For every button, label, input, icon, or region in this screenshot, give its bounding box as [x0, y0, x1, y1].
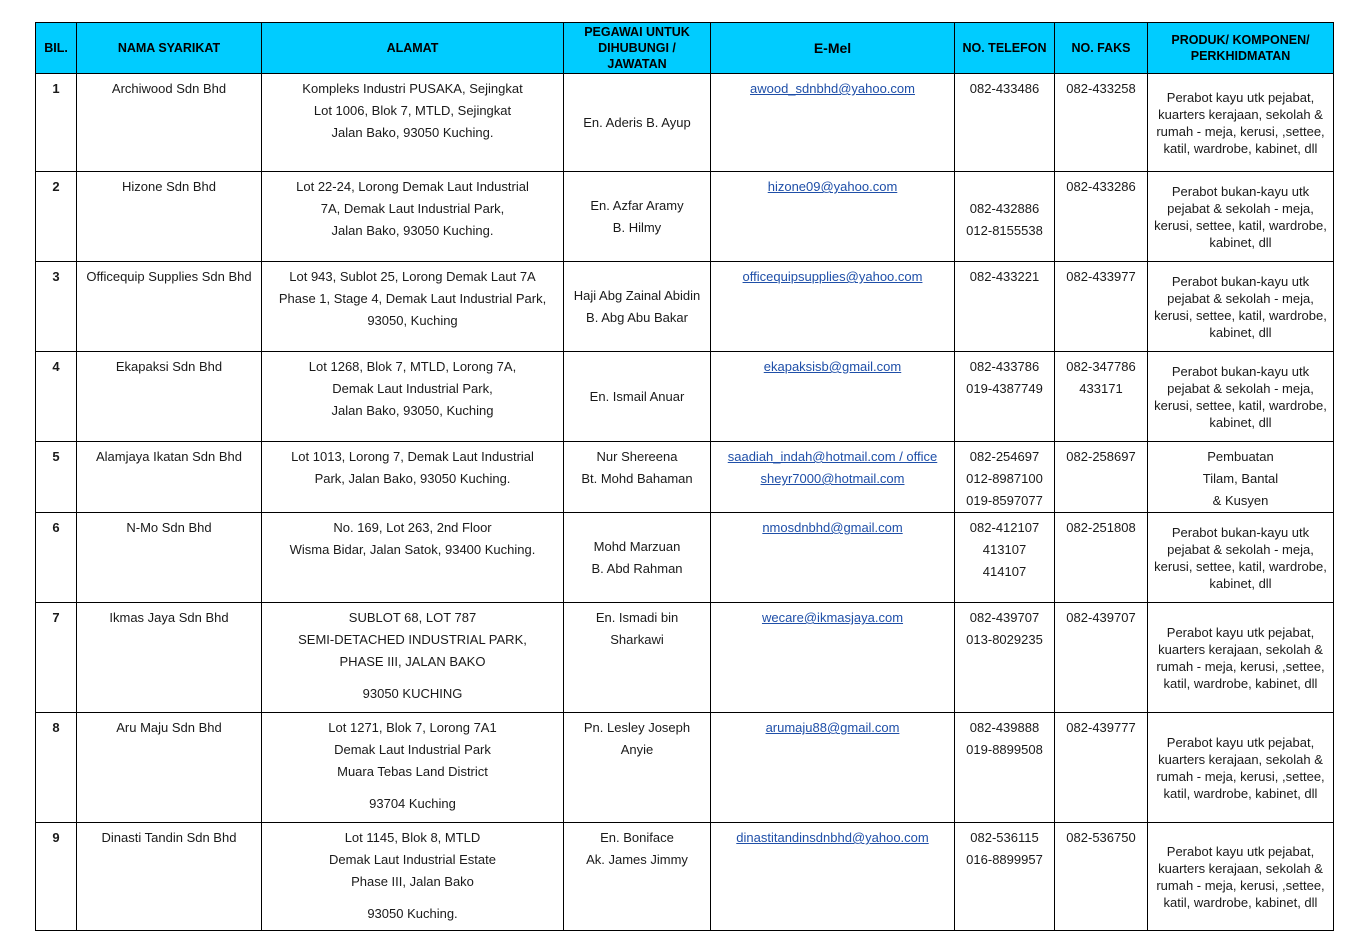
contact-person	[564, 74, 711, 172]
address-line: Lot 1006, Blok 7, MTLD, Sejingkat	[313, 103, 512, 118]
email-link[interactable]: wecare@ikmasjaya.com	[761, 610, 904, 625]
address-line: Phase III, Jalan Bako	[351, 874, 474, 889]
header-alamat: ALAMAT	[262, 23, 564, 74]
contact-line: En. Ismail Anuar	[589, 388, 685, 404]
phone-number: 082-432886	[969, 201, 1040, 216]
fax-number: 082-258697	[1066, 449, 1136, 464]
fax-cell	[1055, 352, 1148, 442]
address-line: 93050, Kuching	[367, 313, 458, 328]
email-link[interactable]: nmosdnbhd@gmail.com	[762, 520, 903, 535]
contact-line: Bt. Mohd Bahaman	[581, 471, 693, 486]
contact-line: Pn. Lesley Joseph	[583, 720, 691, 735]
product-line: Tilam, Bantal	[1202, 471, 1279, 486]
company-address	[262, 352, 564, 442]
product-cell: Perabot kayu utk pejabat, kuarters kerajaan, sekolah & rumah - meja, kerusi, ,settee, katil, wardrobe, kabinet, dll	[1148, 823, 1334, 931]
spacer	[961, 176, 1048, 198]
company-address	[262, 172, 564, 262]
phone-number: 012-8155538	[966, 223, 1043, 238]
address-line: Demak Laut Industrial Park	[334, 742, 491, 757]
contact-person	[564, 603, 711, 713]
company-name: Aru Maju Sdn Bhd	[77, 713, 262, 823]
company-address	[262, 823, 564, 931]
contact-line: B. Abg Abu Bakar	[586, 309, 688, 325]
company-address	[262, 74, 564, 172]
fax-number: 082-433286	[1066, 179, 1136, 194]
contact-line: En. Boniface	[600, 830, 674, 845]
row-number: 2	[36, 172, 77, 262]
header-emel: E-Mel	[711, 23, 955, 74]
phone-number: 082-536115	[970, 830, 1039, 845]
header-row	[36, 23, 1334, 74]
phone-cell	[955, 823, 1055, 931]
email-cell	[711, 74, 955, 172]
row-number: 4	[36, 352, 77, 442]
email-cell	[711, 713, 955, 823]
header-nama: NAMA SYARIKAT	[77, 23, 262, 74]
product-cell: Perabot kayu utk pejabat, kuarters kerajaan, sekolah & rumah - meja, kerusi, ,settee, katil, wardrobe, kabinet, dll	[1148, 603, 1334, 713]
address-line: PHASE III, JALAN BAKO	[339, 654, 486, 669]
address-line: Kompleks Industri PUSAKA, Sejingkat	[302, 81, 523, 96]
contact-line: Nur Shereena	[596, 449, 678, 464]
fax-cell	[1055, 172, 1148, 262]
table-row	[36, 442, 1334, 513]
contact-person	[564, 713, 711, 823]
header-telefon: NO. TELEFON	[955, 23, 1055, 74]
product-cell: Perabot bukan-kayu utk pejabat & sekolah - meja, kerusi, settee, katil, wardrobe, kabinet, dll	[1148, 352, 1334, 442]
phone-cell	[955, 172, 1055, 262]
company-address	[262, 713, 564, 823]
email-link[interactable]: arumaju88@gmail.com	[765, 720, 900, 735]
table-row	[36, 352, 1334, 442]
product-cell: Perabot bukan-kayu utk pejabat & sekolah - meja, kerusi, settee, katil, wardrobe, kabinet, dll	[1148, 172, 1334, 262]
fax-number: 433171	[1079, 381, 1123, 396]
table-row	[36, 172, 1334, 262]
company-name: Alamjaya Ikatan Sdn Bhd	[77, 442, 262, 513]
contact-line: Mohd Marzuan	[593, 538, 681, 554]
address-line: Wisma Bidar, Jalan Satok, 93400 Kuching.	[289, 542, 536, 557]
address-line: Lot 1271, Blok 7, Lorong 7A1	[328, 720, 497, 735]
phone-cell	[955, 513, 1055, 603]
table-row	[36, 603, 1334, 713]
product-cell: Perabot kayu utk pejabat, kuarters kerajaan, sekolah & rumah - meja, kerusi, ,settee, katil, wardrobe, kabinet, dll	[1148, 74, 1334, 172]
row-number: 7	[36, 603, 77, 713]
address-line: Muara Tebas Land District	[337, 764, 488, 779]
product-cell: Perabot bukan-kayu utk pejabat & sekolah - meja, kerusi, settee, katil, wardrobe, kabinet, dll	[1148, 262, 1334, 352]
company-name: Ekapaksi Sdn Bhd	[77, 352, 262, 442]
phone-cell	[955, 713, 1055, 823]
table-row	[36, 513, 1334, 603]
phone-number: 082-254697	[969, 449, 1040, 464]
header-bil: BIL.	[36, 23, 77, 74]
phone-cell	[955, 352, 1055, 442]
phone-number: 414107	[982, 564, 1027, 579]
row-number: 3	[36, 262, 77, 352]
phone-number: 019-8597077	[966, 493, 1043, 508]
address-line: Lot 1013, Lorong 7, Demak Laut Industrial	[291, 449, 534, 464]
table-row	[36, 74, 1334, 172]
contact-line: En. Ismadi bin	[595, 610, 679, 625]
contact-line: En. Azfar Aramy	[590, 197, 684, 213]
supplier-table	[35, 22, 1334, 931]
row-number: 1	[36, 74, 77, 172]
address-line: SEMI-DETACHED INDUSTRIAL PARK,	[298, 632, 527, 647]
email-link[interactable]: officequipsupplies@yahoo.com	[742, 269, 923, 284]
email-cell	[711, 442, 955, 513]
fax-cell	[1055, 262, 1148, 352]
row-number: 5	[36, 442, 77, 513]
fax-number: 082-433977	[1066, 269, 1136, 284]
company-address	[262, 513, 564, 603]
product-cell: Perabot bukan-kayu utk pejabat & sekolah - meja, kerusi, settee, katil, wardrobe, kabinet, dll	[1148, 513, 1334, 603]
email-link[interactable]: saadiah_indah@hotmail.com / office	[727, 449, 938, 464]
phone-number: 082-433786	[969, 359, 1040, 374]
address-line: 93050 Kuching.	[367, 906, 458, 921]
address-line: Lot 1268, Blok 7, MTLD, Lorong 7A,	[308, 359, 517, 374]
email-link[interactable]: hizone09@yahoo.com	[767, 179, 898, 194]
phone-cell	[955, 603, 1055, 713]
phone-number: 082-412107	[969, 520, 1040, 535]
table-row	[36, 713, 1334, 823]
email-cell	[711, 823, 955, 931]
address-line: Demak Laut Industrial Estate	[329, 852, 496, 867]
address-line: Lot 22-24, Lorong Demak Laut Industrial	[296, 179, 529, 194]
email-cell	[711, 262, 955, 352]
phone-number: 082-433486	[969, 81, 1040, 96]
email-link[interactable]: sheyr7000@hotmail.com	[760, 471, 905, 486]
table-row	[36, 823, 1334, 931]
fax-number: 082-439777	[1066, 720, 1136, 735]
email-cell	[711, 172, 955, 262]
company-address	[262, 442, 564, 513]
phone-number: 082-433221	[969, 269, 1040, 284]
fax-cell	[1055, 603, 1148, 713]
address-line: 7A, Demak Laut Industrial Park,	[320, 201, 505, 216]
address-line: No. 169, Lot 263, 2nd Floor	[333, 520, 492, 535]
header-faks: NO. FAKS	[1055, 23, 1148, 74]
row-number: 9	[36, 823, 77, 931]
phone-number: 012-8987100	[966, 471, 1043, 486]
phone-cell	[955, 74, 1055, 172]
phone-number: 413107	[982, 542, 1027, 557]
address-line: SUBLOT 68, LOT 787	[348, 610, 477, 625]
company-name: Dinasti Tandin Sdn Bhd	[77, 823, 262, 931]
fax-cell	[1055, 823, 1148, 931]
fax-cell	[1055, 74, 1148, 172]
contact-line: Haji Abg Zainal Abidin	[573, 287, 701, 303]
phone-number: 016-8899957	[966, 852, 1043, 867]
phone-number: 019-8899508	[966, 742, 1043, 757]
phone-cell	[955, 442, 1055, 513]
contact-person	[564, 172, 711, 262]
address-line: Demak Laut Industrial Park,	[332, 381, 493, 396]
company-name: Hizone Sdn Bhd	[77, 172, 262, 262]
address-line: Jalan Bako, 93050 Kuching.	[331, 223, 494, 238]
contact-person	[564, 513, 711, 603]
address-line: Park, Jalan Bako, 93050 Kuching.	[314, 471, 511, 486]
phone-cell	[955, 262, 1055, 352]
header-produk: PRODUK/ KOMPONEN/ PERKHIDMATAN	[1148, 23, 1334, 74]
contact-person	[564, 262, 711, 352]
phone-number: 019-4387749	[966, 381, 1043, 396]
address-line: Lot 943, Sublot 25, Lorong Demak Laut 7A	[289, 269, 536, 284]
product-line: & Kusyen	[1212, 493, 1269, 508]
fax-cell	[1055, 513, 1148, 603]
contact-line: Sharkawi	[610, 632, 664, 647]
contact-person	[564, 823, 711, 931]
product-line: Pembuatan	[1207, 449, 1274, 464]
email-link[interactable]: dinastitandinsdnbhd@yahoo.com	[736, 830, 929, 845]
fax-number: 082-536750	[1066, 830, 1136, 845]
contact-line: B. Abd Rahman	[591, 560, 683, 576]
contact-line: Ak. James Jimmy	[586, 852, 688, 867]
product-cell: Perabot kayu utk pejabat, kuarters kerajaan, sekolah & rumah - meja, kerusi, ,settee, katil, wardrobe, kabinet, dll	[1148, 713, 1334, 823]
fax-cell	[1055, 713, 1148, 823]
fax-number: 082-439707	[1066, 610, 1136, 625]
row-number: 6	[36, 513, 77, 603]
fax-number: 082-433258	[1066, 81, 1136, 96]
phone-number: 082-439707	[969, 610, 1040, 625]
address-line: 93050 KUCHING	[362, 686, 463, 701]
contact-line: En. Aderis B. Ayup	[583, 114, 691, 130]
fax-number: 082-251808	[1066, 520, 1136, 535]
address-line: 93704 Kuching	[369, 796, 456, 811]
table-row	[36, 262, 1334, 352]
address-line: Jalan Bako, 93050 Kuching.	[331, 125, 494, 140]
email-link[interactable]: awood_sdnbhd@yahoo.com	[750, 81, 915, 96]
company-name: Ikmas Jaya Sdn Bhd	[77, 603, 262, 713]
row-number: 8	[36, 713, 77, 823]
company-name: Archiwood Sdn Bhd	[77, 74, 262, 172]
address-line: Jalan Bako, 93050, Kuching	[331, 403, 494, 418]
header-pegawai: PEGAWAI UNTUK DIHUBUNGI / JAWATAN	[564, 23, 711, 74]
fax-cell	[1055, 442, 1148, 513]
email-cell	[711, 352, 955, 442]
email-cell	[711, 513, 955, 603]
address-line: Phase 1, Stage 4, Demak Laut Industrial Park,	[278, 291, 547, 306]
email-link[interactable]: ekapaksisb@gmail.com	[763, 359, 902, 374]
company-name: N-Mo Sdn Bhd	[77, 513, 262, 603]
contact-line: B. Hilmy	[612, 219, 662, 235]
phone-number: 013-8029235	[966, 632, 1043, 647]
contact-person	[564, 352, 711, 442]
phone-number: 082-439888	[969, 720, 1040, 735]
fax-number: 082-347786	[1066, 359, 1136, 374]
address-line: Lot 1145, Blok 8, MTLD	[344, 830, 481, 845]
company-name: Officequip Supplies Sdn Bhd	[77, 262, 262, 352]
contact-person	[564, 442, 711, 513]
contact-line: Anyie	[620, 742, 654, 757]
company-address	[262, 603, 564, 713]
company-address	[262, 262, 564, 352]
email-cell	[711, 603, 955, 713]
product-cell	[1148, 442, 1334, 513]
